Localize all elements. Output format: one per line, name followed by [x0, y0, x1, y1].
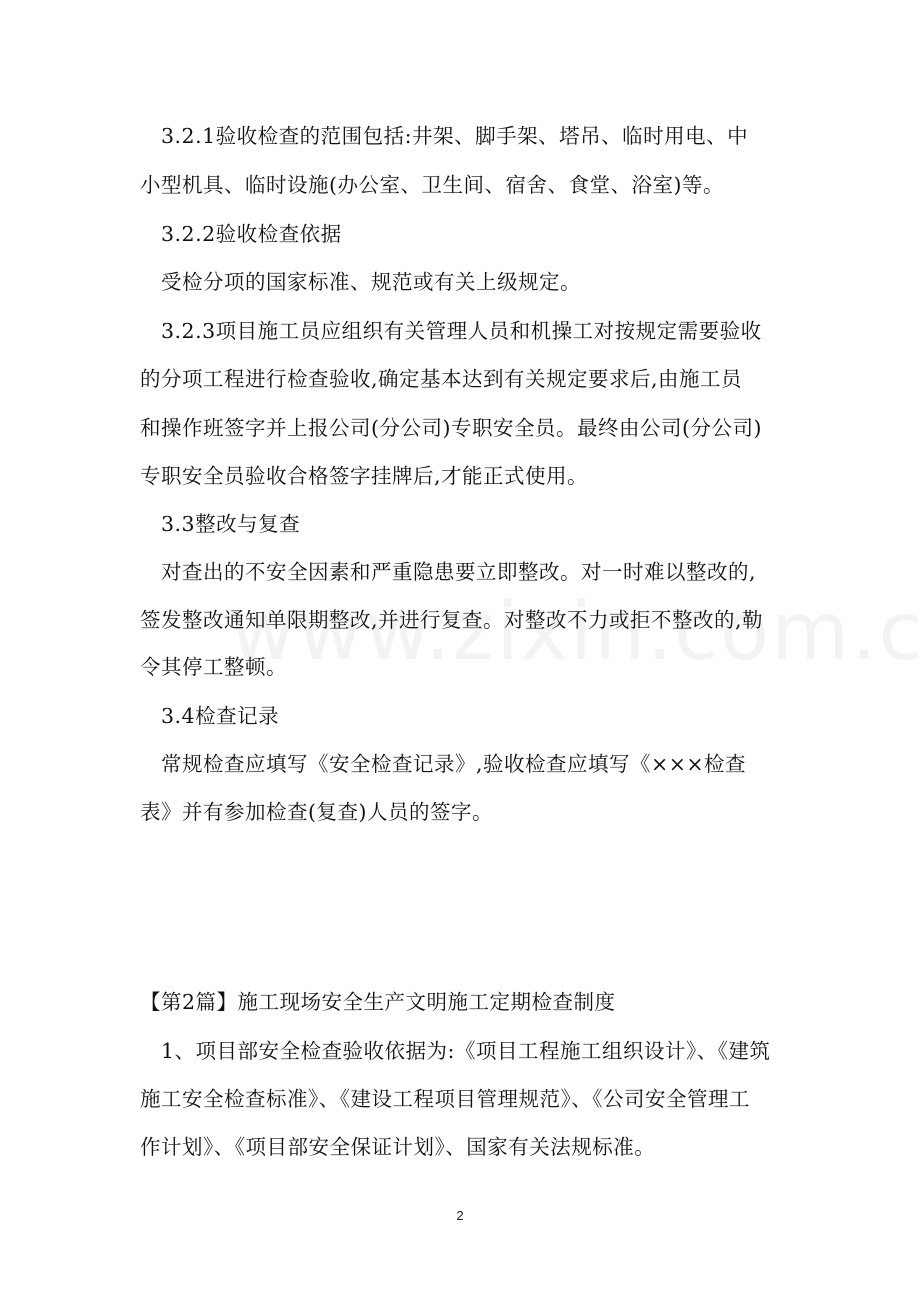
- article-title: 【第2篇】施工现场安全生产文明施工定期检查制度: [140, 990, 616, 1014]
- paragraph-line: 作计划》、《项目部安全保证计划》、国家有关法规标准。: [140, 1135, 656, 1159]
- paragraph-line: 受检分项的国家标准、规范或有关上级规定。: [161, 270, 581, 294]
- paragraph-line: 3.2.1验收检查的范围包括:井架、脚手架、塔吊、临时用电、中: [161, 124, 749, 148]
- paragraph-line: 施工安全检查标准》、《建设工程项目管理规范》、《公司安全管理工: [140, 1087, 750, 1111]
- section-heading: 3.2.2验收检查依据: [161, 222, 342, 246]
- paragraph-line: 令其停工整顿。: [140, 655, 287, 679]
- paragraph-line: 签发整改通知单限期整改,并进行复查。对整改不力或拒不整改的,勒: [140, 608, 764, 632]
- paragraph-line: 专职安全员验收合格签字挂牌后,才能正式使用。: [140, 464, 589, 488]
- section-heading: 3.4检查记录: [161, 704, 280, 728]
- paragraph-line: 的分项工程进行检查验收,确定基本达到有关规定要求后,由施工员: [140, 367, 743, 391]
- paragraph-line: 和操作班签字并上报公司(分公司)专职安全员。最终由公司(分公司): [140, 416, 762, 440]
- paragraph-line: 1、项目部安全检查验收依据为:《项目工程施工组织设计》、《建筑: [161, 1039, 771, 1063]
- paragraph-line: 常规检查应填写《安全检查记录》,验收检查应填写《×××检查: [161, 752, 747, 776]
- paragraph-line: 小型机具、临时设施(办公室、卫生间、宿舍、食堂、浴室)等。: [140, 173, 724, 197]
- section-heading: 3.3整改与复查: [161, 512, 301, 536]
- paragraph-line: 3.2.3项目施工员应组织有关管理人员和机操工对按规定需要验收: [161, 319, 762, 343]
- page-number: 2: [456, 1208, 464, 1223]
- paragraph-line: 表》并有参加检查(复查)人员的签字。: [140, 800, 493, 824]
- paragraph-line: 对查出的不安全因素和严重隐患要立即整改。对一时难以整改的,: [161, 560, 757, 584]
